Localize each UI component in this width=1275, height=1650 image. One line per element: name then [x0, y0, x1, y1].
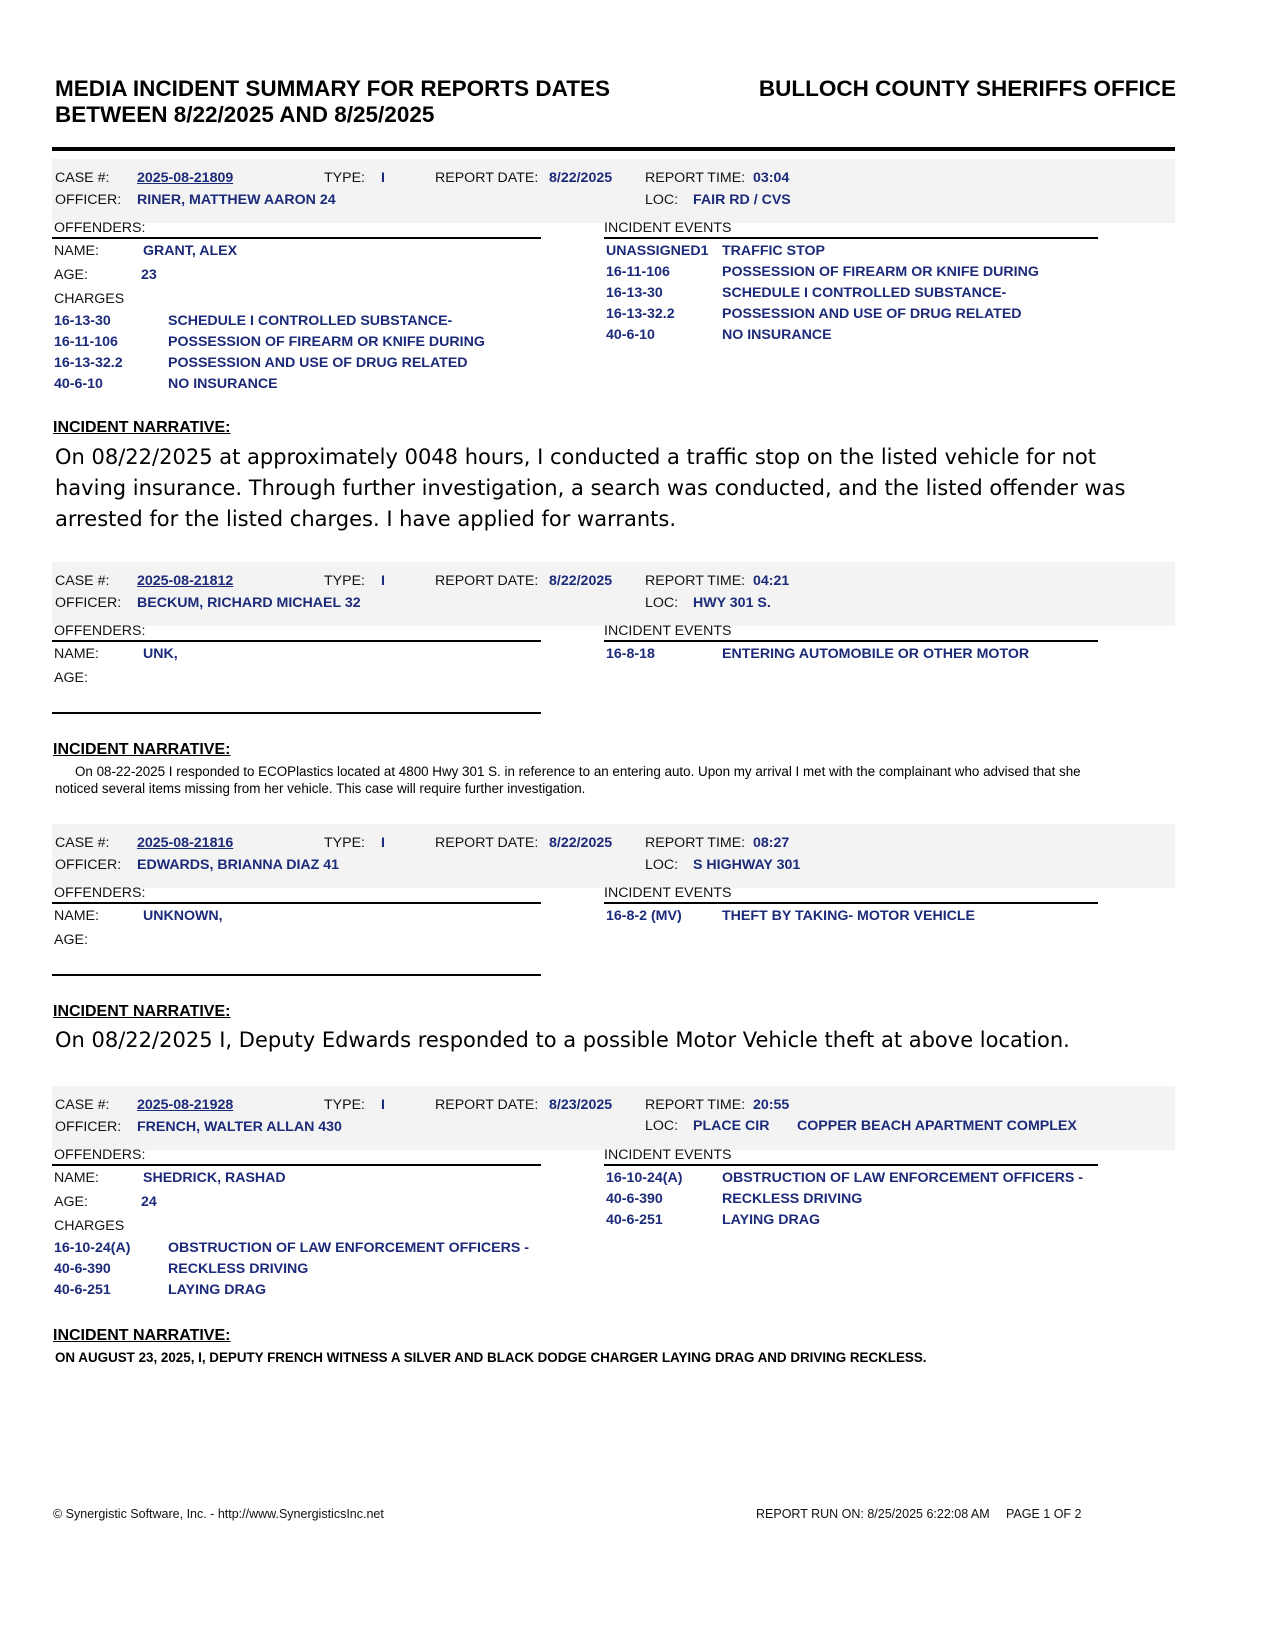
offenders-bottom-divider — [52, 974, 541, 976]
offender-name-value: GRANT, ALEX — [143, 243, 238, 259]
offender-age-label: AGE: — [54, 932, 88, 948]
case-number-link[interactable]: 2025-08-21816 — [137, 835, 234, 851]
offenders-divider — [52, 237, 541, 239]
report-time-label: REPORT TIME: — [645, 170, 746, 186]
offenders-divider — [52, 1164, 541, 1166]
incident-events-label: INCIDENT EVENTS — [604, 623, 732, 639]
offender-age-label: AGE: — [54, 267, 88, 283]
type-value: I — [381, 1097, 385, 1113]
event-description: POSSESSION AND USE OF DRUG RELATED — [722, 306, 1022, 322]
case-number-label: CASE #: — [55, 1097, 110, 1113]
offenders-bottom-divider — [52, 712, 541, 714]
event-code: 16-11-106 — [606, 264, 670, 280]
location-label: LOC: — [645, 857, 679, 873]
charge-code: 16-11-106 — [54, 334, 118, 350]
report-time-label: REPORT TIME: — [645, 573, 746, 589]
officer-value: RINER, MATTHEW AARON 24 — [137, 192, 336, 208]
charge-code: 40-6-251 — [54, 1282, 111, 1298]
event-description: TRAFFIC STOP — [722, 243, 825, 259]
narrative-text: On 08-22-2025 I responded to ECOPlastics located at 4800 Hwy 301 S. in reference to an entering auto. Upon my arrival I met with the complainant who advised that she noticed several items missing from her vehicle. This case will require further investigation. — [55, 764, 1081, 796]
agency-name: BULLOCH COUNTY SHERIFFS OFFICE — [758, 76, 1176, 101]
narrative-heading: INCIDENT NARRATIVE: — [53, 1003, 231, 1020]
offender-name-value: UNK, — [143, 646, 178, 662]
charge-description: LAYING DRAG — [168, 1282, 267, 1298]
type-label: TYPE: — [324, 1097, 365, 1113]
type-label: TYPE: — [324, 573, 365, 589]
type-value: I — [381, 835, 385, 851]
event-code: 16-8-18 — [606, 646, 655, 662]
incident-events-divider — [604, 640, 1098, 642]
report-date-value: 8/22/2025 — [549, 170, 613, 186]
report-time-value: 20:55 — [753, 1097, 790, 1113]
event-description: SCHEDULE I CONTROLLED SUBSTANCE- — [722, 285, 1007, 301]
charge-description: POSSESSION OF FIREARM OR KNIFE DURING — [168, 334, 485, 350]
narrative-heading: INCIDENT NARRATIVE: — [53, 419, 231, 436]
report-time-value: 03:04 — [753, 170, 790, 186]
report-time-value: 08:27 — [753, 835, 790, 851]
charge-description: OBSTRUCTION OF LAW ENFORCEMENT OFFICERS - — [168, 1240, 529, 1256]
report-date-label: REPORT DATE: — [435, 1097, 539, 1113]
report-time-label: REPORT TIME: — [645, 835, 746, 851]
incident-events-divider — [604, 902, 1098, 904]
event-description: THEFT BY TAKING- MOTOR VEHICLE — [722, 908, 976, 924]
charges-label: CHARGES — [54, 291, 125, 307]
location-label: LOC: — [645, 192, 679, 208]
event-description: ENTERING AUTOMOBILE OR OTHER MOTOR — [722, 646, 1030, 662]
offender-name-label: NAME: — [54, 908, 99, 924]
header-divider — [52, 147, 1175, 151]
event-code: 40-6-251 — [606, 1212, 663, 1228]
case-header-band — [52, 159, 1175, 223]
charge-description: POSSESSION AND USE OF DRUG RELATED — [168, 355, 468, 371]
offenders-divider — [52, 902, 541, 904]
type-label: TYPE: — [324, 170, 365, 186]
charge-code: 40-6-390 — [54, 1261, 111, 1277]
event-code: UNASSIGNED1 — [606, 243, 709, 259]
location-value: HWY 301 S. — [693, 595, 771, 611]
charge-description: NO INSURANCE — [168, 376, 278, 392]
incident-events-divider — [604, 1164, 1098, 1166]
report-title: MEDIA INCIDENT SUMMARY FOR REPORTS DATES BETWEEN 8/22/2025 AND 8/25/2025 — [55, 76, 611, 127]
type-value: I — [381, 573, 385, 589]
location-value: PLACE CIR — [693, 1118, 770, 1134]
case-header-band — [52, 824, 1175, 888]
case-number-label: CASE #: — [55, 835, 110, 851]
narrative-text: ON AUGUST 23, 2025, I, DEPUTY FRENCH WITNESS A SILVER AND BLACK DODGE CHARGER LAYING DRAG AND DRIVING RECKLESS. — [55, 1350, 927, 1365]
offender-age-value: 24 — [141, 1194, 157, 1210]
officer-value: EDWARDS, BRIANNA DIAZ 41 — [137, 857, 340, 873]
officer-label: OFFICER: — [55, 1119, 122, 1135]
report-run-timestamp: REPORT RUN ON: 8/25/2025 6:22:08 AM — [756, 1507, 990, 1521]
event-code: 16-13-32.2 — [606, 306, 675, 322]
location-value: S HIGHWAY 301 — [693, 857, 801, 873]
officer-value: FRENCH, WALTER ALLAN 430 — [137, 1119, 342, 1135]
offenders-label: OFFENDERS: — [54, 220, 146, 236]
event-description: POSSESSION OF FIREARM OR KNIFE DURING — [722, 264, 1039, 280]
case-number-label: CASE #: — [55, 573, 110, 589]
report-time-label: REPORT TIME: — [645, 1097, 746, 1113]
offender-age-value: 23 — [141, 267, 157, 283]
offender-name-value: SHEDRICK, RASHAD — [143, 1170, 286, 1186]
event-description: NO INSURANCE — [722, 327, 832, 343]
report-date-label: REPORT DATE: — [435, 573, 539, 589]
location-label: LOC: — [645, 1118, 679, 1134]
offender-age-label: AGE: — [54, 670, 88, 686]
case-header-band — [52, 562, 1175, 626]
report-date-label: REPORT DATE: — [435, 170, 539, 186]
case-number-link[interactable]: 2025-08-21812 — [137, 573, 234, 589]
case-number-label: CASE #: — [55, 170, 110, 186]
officer-label: OFFICER: — [55, 857, 122, 873]
event-description: OBSTRUCTION OF LAW ENFORCEMENT OFFICERS - — [722, 1170, 1083, 1186]
incident-events-divider — [604, 237, 1098, 239]
officer-label: OFFICER: — [55, 595, 122, 611]
offenders-label: OFFENDERS: — [54, 1147, 146, 1163]
case-number-link[interactable]: 2025-08-21809 — [137, 170, 234, 186]
narrative-heading: INCIDENT NARRATIVE: — [53, 741, 231, 758]
charge-code: 16-13-32.2 — [54, 355, 123, 371]
event-code: 40-6-10 — [606, 327, 655, 343]
incident-events-label: INCIDENT EVENTS — [604, 220, 732, 236]
officer-value: BECKUM, RICHARD MICHAEL 32 — [137, 595, 361, 611]
report-time-value: 04:21 — [753, 573, 790, 589]
report-date-value: 8/22/2025 — [549, 573, 613, 589]
copyright-text: © Synergistic Software, Inc. - http://www.SynergisticsInc.net — [53, 1507, 384, 1521]
offender-name-label: NAME: — [54, 243, 99, 259]
officer-label: OFFICER: — [55, 192, 122, 208]
event-code: 16-13-30 — [606, 285, 663, 301]
report-date-value: 8/22/2025 — [549, 835, 613, 851]
offender-name-value: UNKNOWN, — [143, 908, 223, 924]
case-number-link[interactable]: 2025-08-21928 — [137, 1097, 234, 1113]
event-code: 40-6-390 — [606, 1191, 663, 1207]
report-date-value: 8/23/2025 — [549, 1097, 613, 1113]
event-code: 16-8-2 (MV) — [606, 908, 682, 924]
type-value: I — [381, 170, 385, 186]
location-label: LOC: — [645, 595, 679, 611]
charges-label: CHARGES — [54, 1218, 125, 1234]
page-indicator: PAGE 1 OF 2 — [1006, 1507, 1082, 1521]
offender-name-label: NAME: — [54, 1170, 99, 1186]
charge-description: RECKLESS DRIVING — [168, 1261, 309, 1277]
offender-name-label: NAME: — [54, 646, 99, 662]
offenders-label: OFFENDERS: — [54, 623, 146, 639]
location-detail-value: COPPER BEACH APARTMENT COMPLEX — [797, 1118, 1077, 1134]
report-date-label: REPORT DATE: — [435, 835, 539, 851]
offenders-divider — [52, 640, 541, 642]
narrative-heading: INCIDENT NARRATIVE: — [53, 1327, 231, 1344]
offender-age-label: AGE: — [54, 1194, 88, 1210]
narrative-text: On 08/22/2025 I, Deputy Edwards responded to a possible Motor Vehicle theft at above location. — [55, 1028, 1070, 1052]
charge-code: 16-10-24(A) — [54, 1240, 131, 1256]
incident-events-label: INCIDENT EVENTS — [604, 885, 732, 901]
narrative-text: On 08/22/2025 at approximately 0048 hours, I conducted a traffic stop on the listed vehicle for not having insurance. Through further investigation, a search was conducted, and the listed offender was arrested for the listed charges. I have applied for warrants. — [55, 445, 1126, 531]
event-code: 16-10-24(A) — [606, 1170, 683, 1186]
type-label: TYPE: — [324, 835, 365, 851]
charge-code: 40-6-10 — [54, 376, 103, 392]
event-description: RECKLESS DRIVING — [722, 1191, 863, 1207]
incident-events-label: INCIDENT EVENTS — [604, 1147, 732, 1163]
event-description: LAYING DRAG — [722, 1212, 821, 1228]
offenders-label: OFFENDERS: — [54, 885, 146, 901]
charge-description: SCHEDULE I CONTROLLED SUBSTANCE- — [168, 313, 453, 329]
location-value: FAIR RD / CVS — [693, 192, 791, 208]
charge-code: 16-13-30 — [54, 313, 111, 329]
